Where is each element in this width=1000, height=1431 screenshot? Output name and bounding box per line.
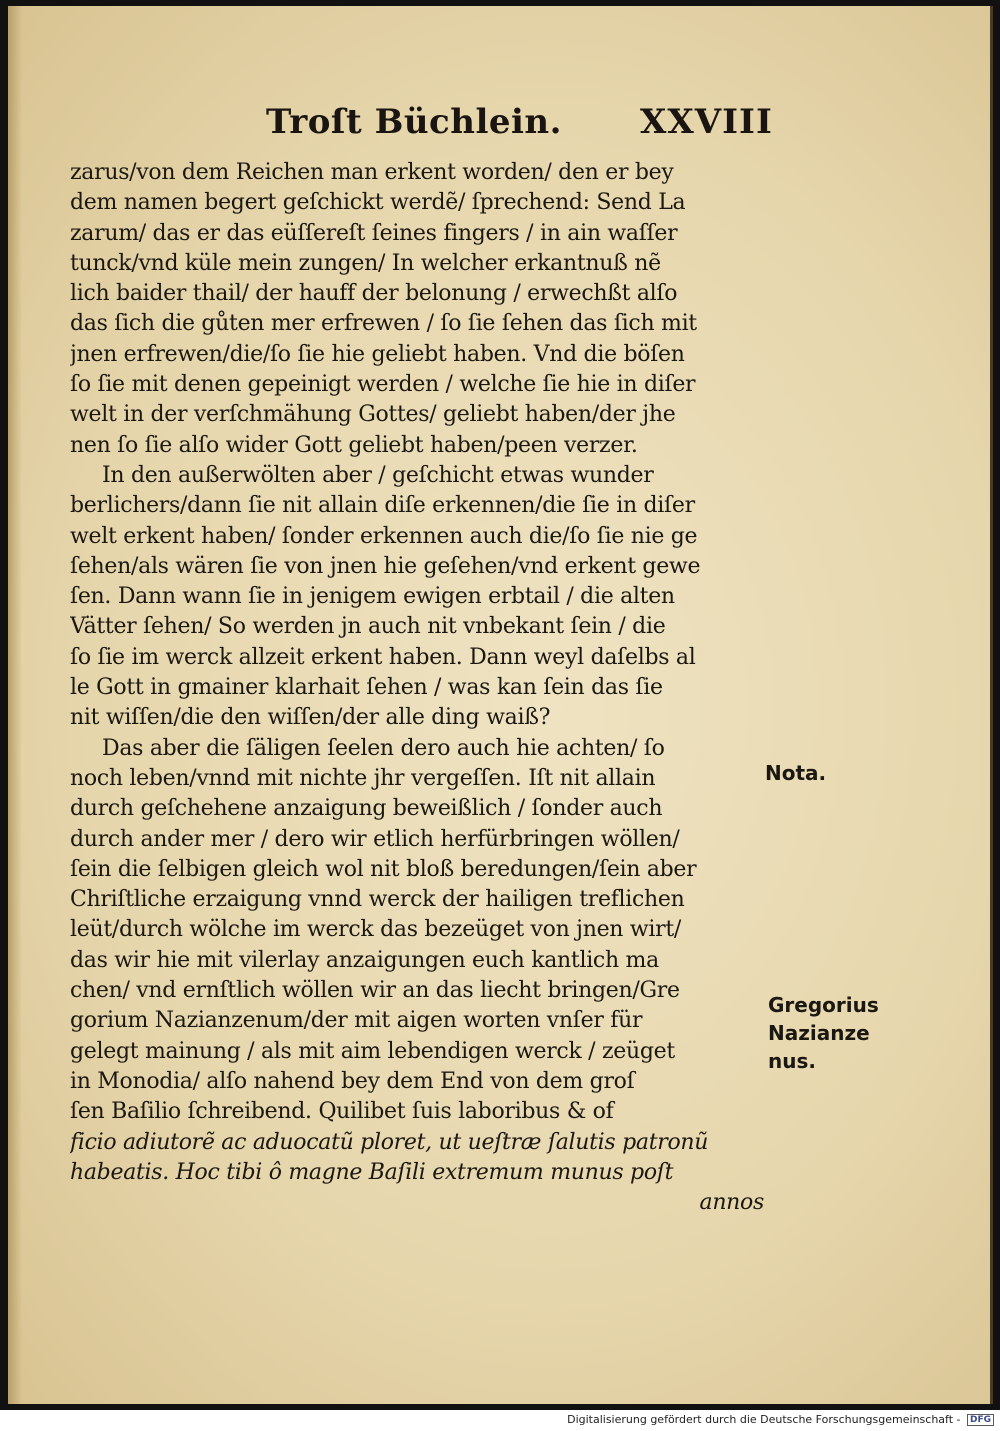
text-line: in Monodia/ alſo nahend bey dem End von dem groſ [70,1068,635,1094]
text-line: Chriſtliche erzaigung vnnd werck der hailigen treflichen [70,887,685,913]
text-line-latin: habeatis. Hoc tibi ô magne Baſili extremum munus poſt [70,1159,674,1185]
text-line: In den außerwölten aber / geſchicht etwas wunder [102,462,654,488]
text-line: leüt/durch wölche im werck das bezeüget von jnen wirt/ [70,917,681,943]
text-line: le Gott in gmainer klarhait ſehen / was kan ſein das ſie [70,675,663,701]
text-line: Das aber die ſäligen ſeelen dero auch hie achten/ ſo [102,735,665,761]
marginal-note-gregorius [768,991,879,1075]
text-line: das wir hie mit vilerlay anzaigungen euch kantlich ma [70,947,659,973]
credit-text: Digitalisierung gefördert durch die Deutsche Forschungsgemeinschaft - [567,1413,961,1426]
marginal-note-nota: Nota. [765,761,827,785]
text-line: welt in der verſchmähung Gottes/ geliebt haben/der jhe [70,402,676,428]
text-line: ſo ſie mit denen gepeinigt werden / welche ſie hie in diſer [70,372,696,398]
dfg-logo: DFG [967,1414,994,1426]
text-line: berlichers/dann ſie nit allain diſe erkennen/die ſie in diſer [70,493,695,519]
text-line: jnen erfrewen/die/ſo ſie hie geliebt haben. Vnd die böſen [70,341,685,367]
text-line: durch ander mer / dero wir etlich herfürbringen wöllen/ [70,826,680,852]
marginal-line: nus. [768,1049,816,1073]
text-line: gorium Nazianzenum/der mit aigen worten vnſer für [70,1008,643,1034]
text-line: dem namen begert geſchickt werdẽ/ ſprechend: Send La [70,190,686,216]
text-line-latin: ficio adiutorẽ ac aduocatũ ploret, ut ueſtræ ſalutis patronũ [70,1129,709,1155]
text-line: tunck/vnd küle mein zungen/ In welcher erkantnuß nẽ [70,250,661,276]
text-line: welt erkent haben/ ſonder erkennen auch die/ſo ſie nie ge [70,523,698,549]
folio-number: XXVIII [640,102,773,142]
text-line: durch geſchehene anzaigung beweißlich / ſonder auch [70,796,663,822]
text-line: ſehen/als wären ſie von jnen hie geſehen/vnd erkent gewe [70,553,701,579]
text-line: das ſich die gůten mer erfrewen / ſo ſie ſehen das ſich mit [70,311,697,337]
text-line: ſen. Dann wann ſie in jenigem ewigen erbtail / die alten [70,584,675,610]
text-line: gelegt mainung / als mit aim lebendigen werck / zeüget [70,1038,675,1064]
text-line: ſein die ſelbigen gleich wol nit bloß beredungen/ſein aber [70,856,697,882]
text-line: lich baider thail/ der hauff der belonung / erwechßt alſo [70,281,678,307]
text-line: chen/ vnd ernſtlich wöllen wir an das liecht bringen/Gre [70,978,680,1004]
text-line: zarum/ das er das eüſſereſt ſeines fingers / in ain waſſer [70,220,678,246]
page-gutter-shadow [8,6,22,1404]
text-line: zarus/von dem Reichen man erkent worden/ den er bey [70,160,674,185]
marginal-line: Nazianze [768,1021,870,1045]
text-line: noch leben/vnnd mit nichte jhr vergeſſen. Iſt nit allain [70,765,656,791]
running-head: Troſt Büchlein. [266,102,562,142]
text-line: ſen Baſilio ſchreibend. Quilibet ſuis laboribus & of [70,1099,614,1125]
book-page [8,6,993,1404]
catchword: annos [699,1190,764,1216]
text-line: nen ſo ſie alſo wider Gott geliebt haben/peen verzer. [70,432,638,458]
marginal-line: Gregorius [768,993,879,1017]
body-text [70,158,770,1218]
digitization-credit [567,1413,994,1426]
text-line: Vätter ſehen/ So werden jn auch nit vnbekant ſein / die [70,614,666,640]
text-line: ſo ſie im werck allzeit erkent haben. Dann weyl daſelbs al [70,644,696,670]
text-line: nit wiſſen/die den wiſſen/der alle ding waiß? [70,705,551,731]
